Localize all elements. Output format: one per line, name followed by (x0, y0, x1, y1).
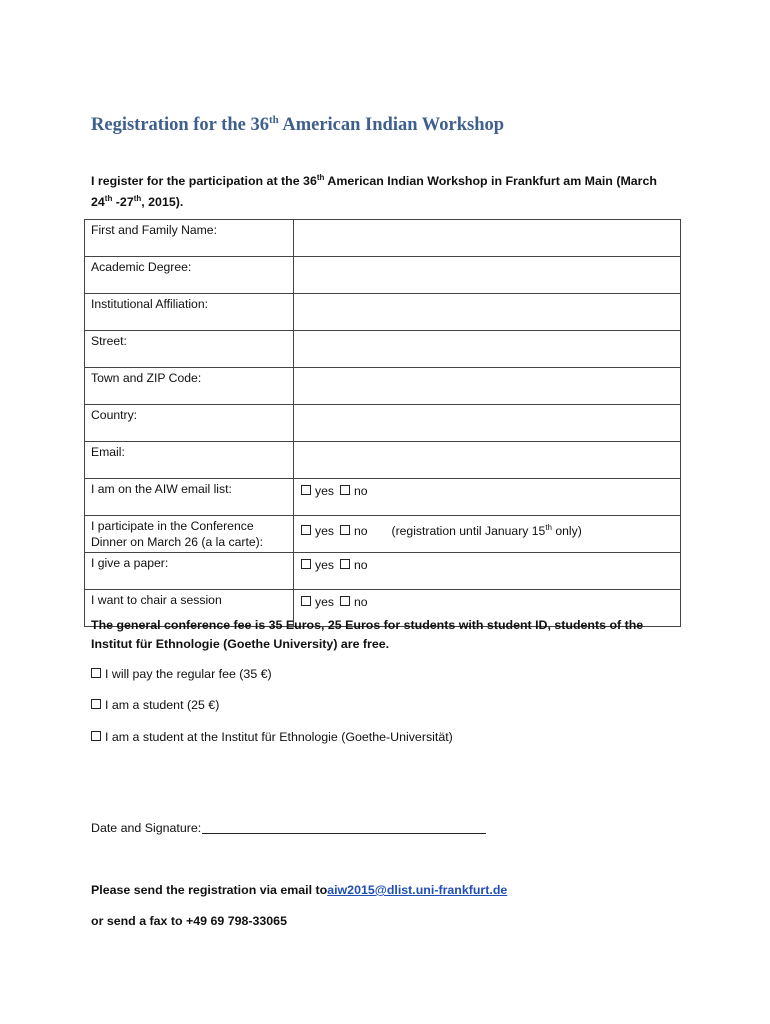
note-sup: th (545, 523, 552, 532)
checkbox-regular-fee[interactable] (91, 668, 101, 678)
intro-sup-1: th (316, 173, 325, 182)
field-label-name: First and Family Name: (85, 220, 294, 257)
email-link[interactable]: aiw2015@dlist.uni-frankfurt.de (327, 883, 508, 897)
intro-sup-3: th (133, 194, 142, 204)
note-text-2: only) (551, 524, 582, 539)
field-label-dinner: I participate in the Conference Dinner on March 26 (a la carte): (85, 516, 294, 553)
note-text-1: (registration until January 15 (391, 524, 546, 539)
field-input-email[interactable] (294, 442, 681, 479)
field-input-country[interactable] (294, 405, 681, 442)
fee-paragraph: The general conference fee is 35 Euros, 25 Euros for students with student ID, students of the Institut für Ethnologie (Goethe University) are free. (91, 618, 644, 651)
table-row (85, 442, 681, 479)
yes-label: yes (315, 524, 334, 539)
intro-text-1: I register for the participation at the 36 (91, 174, 317, 189)
fee-option-student[interactable] (91, 698, 219, 712)
yes-label: yes (315, 595, 334, 609)
page-title (91, 114, 504, 136)
field-input-degree[interactable] (294, 257, 681, 294)
field-input-town-zip[interactable] (294, 368, 681, 405)
no-label: no (353, 524, 368, 539)
choice-dinner (294, 516, 681, 553)
send-instruction (91, 883, 507, 897)
field-label-email: Email: (85, 442, 294, 479)
intro-text-4: , 2015). (141, 195, 184, 210)
table-row (85, 368, 681, 405)
title-prefix: Registration for the 36 (91, 115, 269, 136)
fee-option-label: I will pay the regular fee (35 €) (105, 667, 272, 681)
field-label-country: Country: (85, 405, 294, 442)
fee-option-institute[interactable] (91, 730, 453, 744)
field-label-town-zip: Town and ZIP Code: (85, 368, 294, 405)
fee-option-label: I am a student (25 €) (105, 698, 220, 712)
checkbox-no[interactable] (340, 525, 350, 535)
fee-option-label: I am a student at the Institut für Ethnologie (Goethe-Universität) (105, 730, 453, 744)
checkbox-yes[interactable] (301, 525, 311, 535)
signature-label: Date and Signature: (91, 821, 202, 835)
fax-instruction: or send a fax to +49 69 798-33065 (91, 914, 287, 928)
table-row (85, 257, 681, 294)
checkbox-institute-student[interactable] (91, 731, 101, 741)
field-label-street: Street: (85, 331, 294, 368)
field-input-name[interactable] (294, 220, 681, 257)
field-input-street[interactable] (294, 331, 681, 368)
table-row (85, 553, 681, 590)
checkbox-no[interactable] (340, 596, 350, 606)
dinner-deadline-note (392, 524, 582, 538)
checkbox-yes[interactable] (301, 596, 311, 606)
checkbox-student-fee[interactable] (91, 699, 101, 709)
table-row (85, 516, 681, 553)
table-row (85, 331, 681, 368)
title-suffix: American Indian Workshop (278, 115, 505, 136)
checkbox-yes[interactable] (301, 485, 311, 495)
table-row (85, 220, 681, 257)
field-label-chair: I want to chair a session (85, 590, 294, 627)
checkbox-no[interactable] (340, 559, 350, 569)
intro-sup-2: th (104, 194, 113, 204)
field-label-paper: I give a paper: (85, 553, 294, 590)
intro-text-3: -27 (112, 195, 134, 210)
intro-text-2: American Indian Workshop in Frankfurt am Main (March 24 (91, 174, 657, 210)
no-label: no (353, 558, 368, 572)
signature-field[interactable] (202, 821, 486, 834)
table-row (85, 405, 681, 442)
no-label: no (353, 595, 368, 609)
checkbox-yes[interactable] (301, 559, 311, 569)
yes-label: yes (315, 558, 334, 572)
field-input-affiliation[interactable] (294, 294, 681, 331)
registration-table (84, 219, 681, 627)
signature-line (91, 821, 486, 835)
no-label: no (353, 484, 368, 498)
table-row (85, 294, 681, 331)
field-label-email-list: I am on the AIW email list: (85, 479, 294, 516)
choice-email-list (294, 479, 681, 516)
yes-label: yes (315, 484, 334, 498)
table-row (85, 479, 681, 516)
fee-option-regular[interactable] (91, 667, 272, 681)
choice-paper (294, 553, 681, 590)
send-text: Please send the registration via email to (91, 883, 328, 897)
intro-paragraph (91, 169, 681, 211)
field-label-affiliation: Institutional Affiliation: (85, 294, 294, 331)
checkbox-no[interactable] (340, 485, 350, 495)
field-label-degree: Academic Degree: (85, 257, 294, 294)
title-superscript: th (268, 114, 279, 126)
